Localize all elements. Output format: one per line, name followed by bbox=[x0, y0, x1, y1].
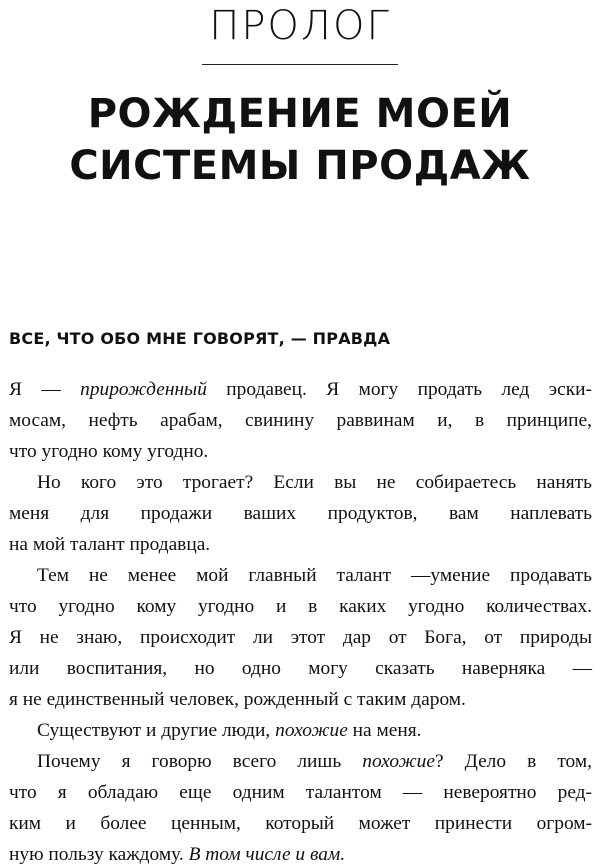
paragraph-2-line-1: Но кого это трогает? Если вы не собираетесь нанять bbox=[37, 472, 592, 493]
paragraph-1-line-3: что угодно кому угодно. bbox=[9, 441, 209, 462]
chapter-title bbox=[0, 88, 600, 192]
chapter-title-line-1: РОЖДЕНИЕ МОЕЙ bbox=[87, 91, 513, 137]
emphasis-text: похожие bbox=[275, 720, 348, 741]
paragraph-3-line-5: я не единственный человек, рожденный с таким даром. bbox=[9, 689, 466, 710]
emphasis-text: прирожденный bbox=[80, 379, 207, 400]
paragraph-5-line-3: ким и более ценным, который может принести огром- bbox=[9, 813, 592, 834]
chapter-divider bbox=[202, 64, 398, 65]
paragraph-5-line-4: ную пользу каждому. В том числе и вам. bbox=[9, 844, 346, 864]
paragraph-5-line-1: Почему я говорю всего лишь похожие? Дело в том, bbox=[37, 751, 592, 772]
paragraph-3-line-4: или воспитания, но одно могу сказать наверняка — bbox=[9, 658, 592, 679]
paragraph-2-line-3: на мой талант продавца. bbox=[9, 534, 211, 555]
paragraph-4: Существуют и другие люди, похожие на меня. bbox=[37, 720, 422, 741]
paragraph-2-line-2: меня для продажи ваших продуктов, вам наплевать bbox=[9, 503, 592, 524]
emphasis-text: В том числе и вам. bbox=[188, 844, 346, 864]
emphasis-text: похожие bbox=[362, 751, 435, 772]
chapter-title-line-2: СИСТЕМЫ ПРОДАЖ bbox=[69, 143, 531, 189]
body-text bbox=[9, 374, 592, 864]
paragraph-3-line-2: что угодно кому угодно и в каких угодно количествах. bbox=[9, 596, 592, 617]
paragraph-3-line-3: Я не знаю, происходит ли этот дар от Бога, от природы bbox=[9, 627, 592, 648]
section-heading: ВСЕ, ЧТО ОБО МНЕ ГОВОРЯТ, — ПРАВДА bbox=[9, 329, 391, 348]
paragraph-1-line-1: Я — прирожденный продавец. Я могу продать лед эски- bbox=[9, 379, 592, 400]
paragraph-1-line-2: мосам, нефть арабам, свинину раввинам и, в принципе, bbox=[9, 410, 592, 431]
paragraph-5-line-2: что я обладаю еще одним талантом — невероятно ред- bbox=[9, 782, 592, 803]
chapter-label: ПРОЛОГ bbox=[209, 3, 391, 49]
paragraph-3-line-1: Тем не менее мой главный талант —умение продавать bbox=[37, 565, 592, 586]
